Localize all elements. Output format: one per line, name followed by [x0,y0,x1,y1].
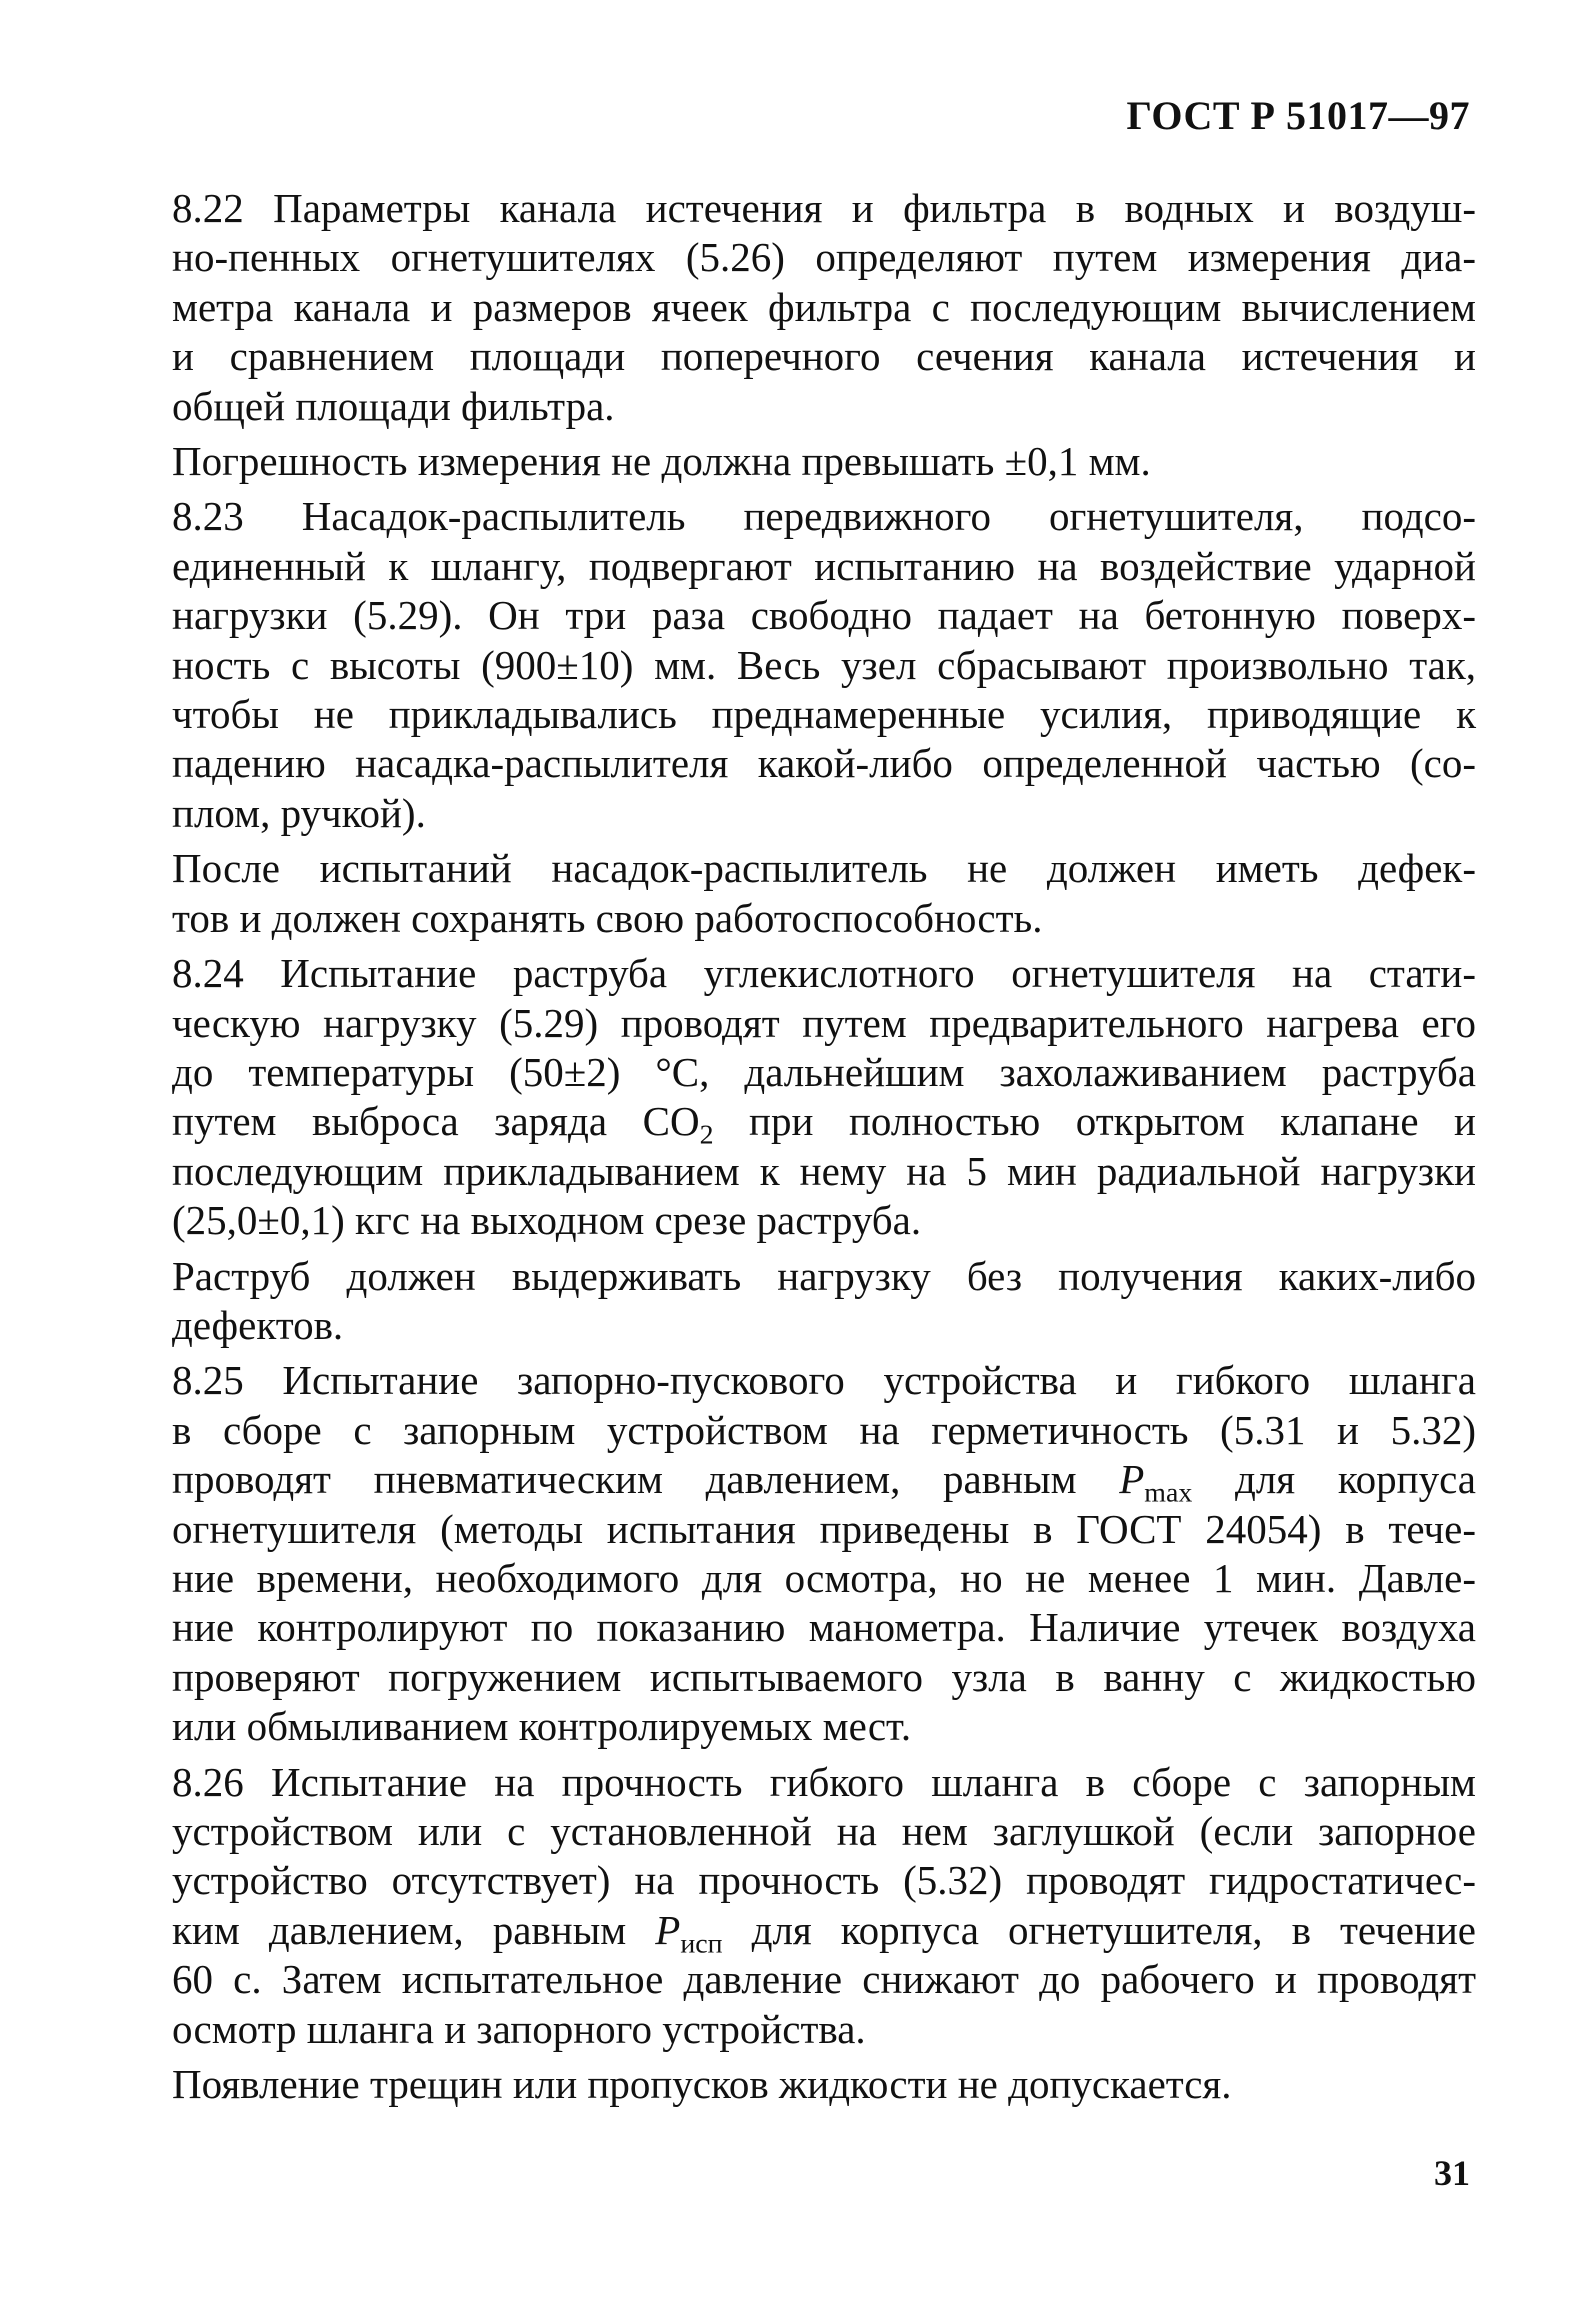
text-line: до температуры (50±2) °С, дальнейшим захолаживанием раструба [172,1048,1476,1095]
paragraph-8-25 [110,1356,1476,1751]
paragraph-after-tests [110,844,1476,943]
text-fragment: для корпуса [1192,1456,1476,1503]
text-line: 60 с. Затем испытательное давление снижают до рабочего и проводят [172,1956,1476,2003]
paragraph-final [110,2060,1476,2109]
text-line: общей площади фильтра. [172,382,615,429]
text-line: устройством или с установленной на нем заглушкой (если запорное [172,1808,1476,1854]
text-line: падению насадка-распылителя какой-либо определенной частью (со- [172,740,1476,787]
text-line: плом, ручкой). [172,789,426,836]
text-line: Погрешность измерения не должна превышать ±0,1 мм. [172,438,1151,485]
text-fragment: проводят пневматическим давлением, равным [172,1456,1120,1503]
text-line: огнетушителя (методы испытания приведены в ГОСТ 24054) в тече- [172,1505,1476,1552]
pmax-subscript: max [1144,1477,1193,1509]
paragraph-8-26 [110,1758,1476,2054]
text-line: нагрузки (5.29). Он три раза свободно падает на бетонную поверх- [172,592,1476,639]
text-line: ность с высоты (900±10) мм. Весь узел сбрасывают произвольно так, [172,641,1476,688]
text-fragment: при полностью открытом клапане и [713,1098,1477,1145]
text-line: 8.24 Испытание раструба углекислотного огнетушителя на стати- [172,950,1476,997]
paragraph-accuracy [110,437,1476,486]
text-line: ние времени, необходимого для осмотра, но не менее 1 мин. Давле- [172,1554,1476,1601]
paragraph-horn [110,1252,1476,1351]
text-fragment: путем выброса заряда CO [172,1098,700,1145]
text-line: единенный к шлангу, подвергают испытанию на воздействие ударной [172,542,1476,589]
pisp-subscript: исп [680,1928,723,1960]
paragraph-8-22 [110,184,1476,431]
page-number: 31 [1434,2153,1470,2193]
text-line: 8.22 Параметры канала истечения и фильтра в водных и воздуш- [172,185,1476,231]
text-line: Раструб должен выдерживать нагрузку без получения каких-либо [172,1252,1476,1299]
text-line: устройство отсутствует) на прочность (5.32) проводят гидростатичес- [172,1857,1476,1904]
text-line-co2 [110,1097,1477,1151]
text-line-pisp [110,1906,1477,1960]
standard-header: ГОСТ Р 51017—97 [1126,93,1470,138]
text-line: в сборе с запорным устройством на герметичность (5.31 и 5.32) [172,1406,1476,1453]
text-line: но-пенных огнетушителях (5.26) определяют путем измерения диа- [172,234,1476,281]
paragraph-8-24 [110,949,1476,1245]
pmax-symbol: P [1119,1456,1145,1503]
text-line: последующим прикладыванием к нему на 5 мин радиальной нагрузки [172,1147,1476,1194]
text-line: метра канала и размеров ячеек фильтра с последующим вычислением [172,283,1476,330]
text-line: дефектов. [172,1301,344,1348]
text-line: Появление трещин или пропусков жидкости не допускается. [172,2061,1232,2108]
text-line: чтобы не прикладывались преднамеренные усилия, приводящие к [172,691,1476,738]
text-line: 8.23 Насадок-распылитель передвижного огнетушителя, подсо- [172,493,1476,540]
text-line: 8.25 Испытание запорно-пускового устройства и гибкого шланга [172,1357,1476,1404]
body-text [110,184,1476,2115]
text-fragment: ким давлением, равным [172,1906,656,1953]
pisp-symbol: P [655,1906,681,1953]
text-line-pmax [110,1455,1476,1509]
text-line: тов и должен сохранять свою работоспособность. [172,894,1043,941]
text-line: (25,0±0,1) кгс на выходном срезе раструба. [172,1197,922,1244]
co2-subscript: 2 [699,1119,714,1151]
text-line: или обмыливанием контролируемых мест. [172,1703,912,1750]
paragraph-8-23 [110,492,1476,838]
text-line: ческую нагрузку (5.29) проводят путем предварительного нагрева его [172,999,1476,1046]
text-fragment: для корпуса огнетушителя, в течение [722,1906,1477,1953]
text-line: и сравнением площади поперечного сечения канала истечения и [172,333,1476,380]
text-line: После испытаний насадок-распылитель не должен иметь дефек- [172,845,1476,892]
text-line: ние контролируют по показанию манометра. Наличие утечек воздуха [172,1604,1476,1651]
text-line: осмотр шланга и запорного устройства. [172,2005,866,2052]
text-line: проверяют погружением испытываемого узла в ванну с жидкостью [172,1653,1476,1700]
text-line: 8.26 Испытание на прочность гибкого шланга в сборе с запорным [172,1758,1476,1805]
